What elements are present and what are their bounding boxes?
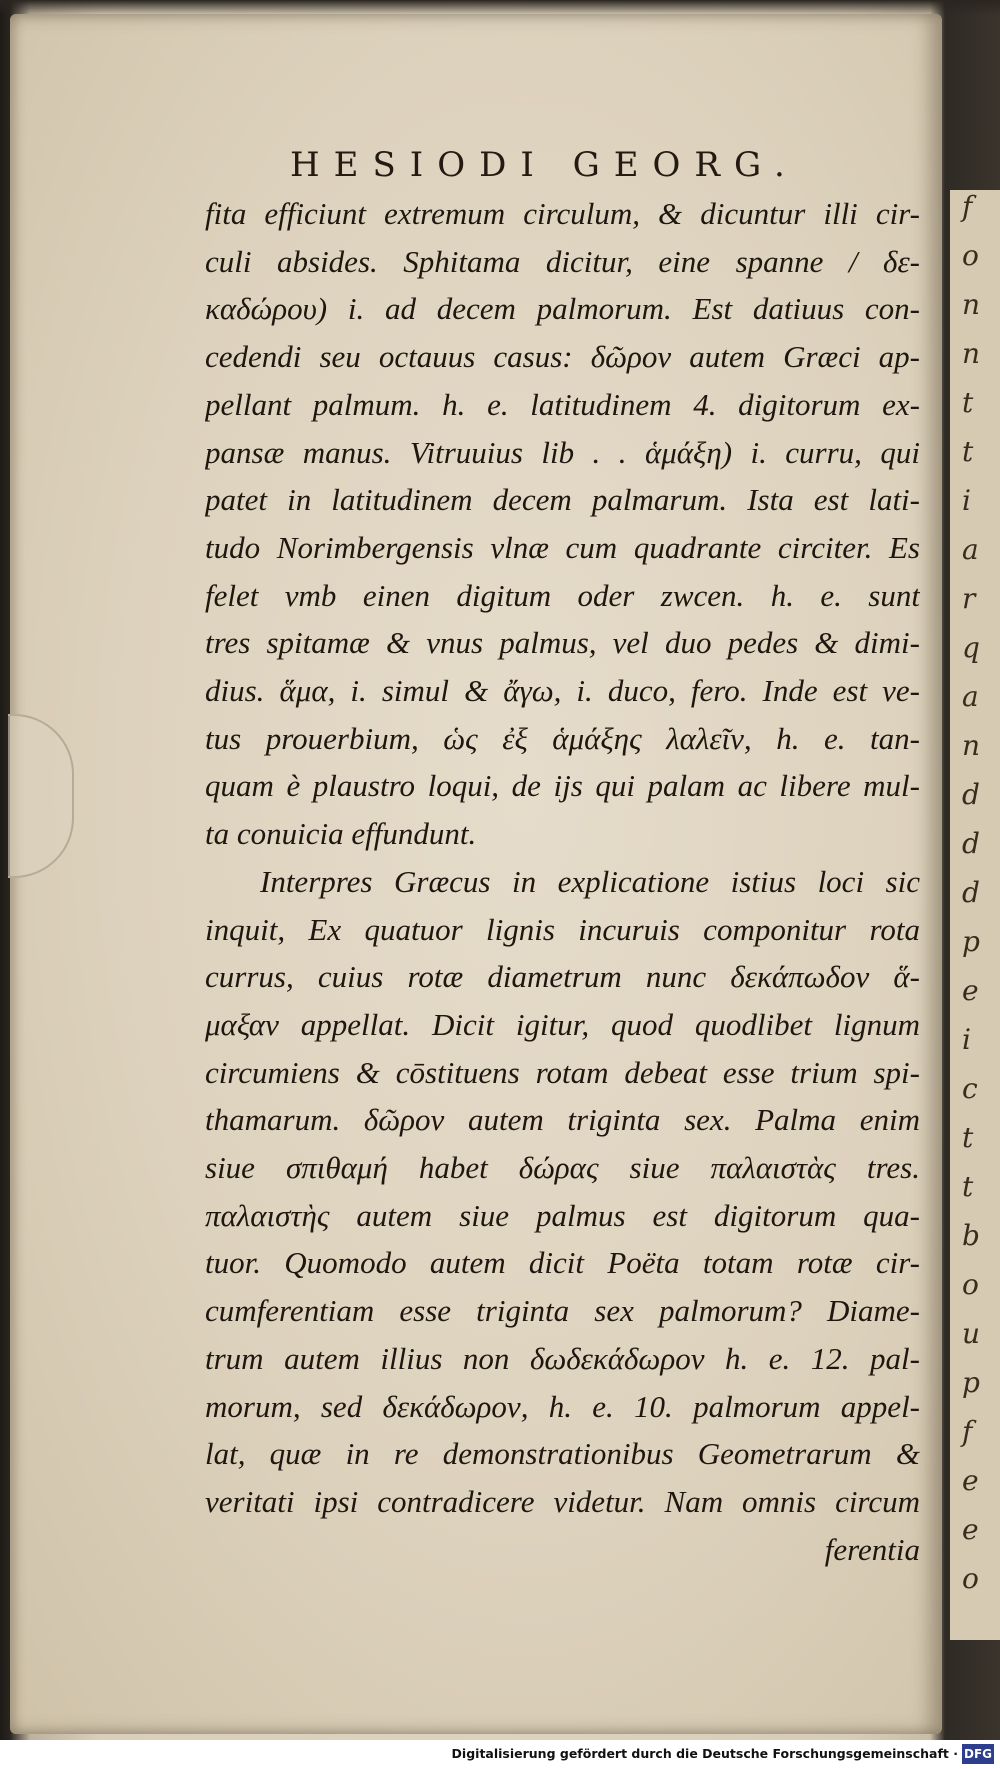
footer-bar: [0, 1740, 1000, 1769]
next-page-fragment: u: [962, 1317, 981, 1350]
text-line: παλαιστὴς autem siue palmus est digitorum qua-: [205, 1197, 920, 1233]
next-page-fragment: e: [962, 1464, 979, 1497]
next-page-fragment: i: [962, 1023, 971, 1056]
next-page-fragment: d: [962, 778, 980, 811]
text-line: lat, quæ in re demonstrationibus Geometrarum &: [205, 1436, 920, 1472]
next-page-fragment: n: [962, 288, 981, 321]
next-page-fragment: t: [962, 435, 974, 468]
next-page-edge: [950, 190, 1000, 1640]
text-line: siue σπιθαμή habet δώρας siue παλαιστὰς tres.: [205, 1150, 920, 1186]
next-page-fragment: a: [962, 533, 979, 566]
page-tab-marker: [8, 714, 74, 878]
dfg-logo: DFG: [962, 1744, 994, 1764]
text-line: καδώρου) i. ad decem palmorum. Est datiuus con-: [205, 291, 920, 327]
page-body-text: [205, 190, 920, 1573]
next-page-fragment: a: [962, 680, 979, 713]
text-line: morum, sed δεκάδωρον, h. e. 10. palmorum appel-: [205, 1388, 920, 1424]
next-page-fragment: q: [962, 631, 980, 664]
text-line: currus, cuius rotæ diametrum nunc δεκάπωδον ἅ-: [205, 959, 920, 995]
footer-credit: Digitalisierung gefördert durch die Deutsche Forschungsgemeinschaft ·: [451, 1746, 958, 1761]
next-page-fragment: p: [962, 1366, 980, 1399]
next-page-fragment: e: [962, 1513, 979, 1546]
next-page-fragment: d: [962, 876, 980, 909]
next-page-fragment: d: [962, 827, 980, 860]
text-line: cumferentiam esse triginta sex palmorum? Diame-: [205, 1293, 920, 1329]
next-page-fragment: c: [962, 1072, 978, 1105]
next-page-fragment: o: [962, 1268, 979, 1301]
text-line: tres spitamæ & vnus palmus, vel duo pedes & dimi-: [205, 625, 920, 661]
text-line: tuor. Quomodo autem dicit Poëta totam rotæ cir-: [205, 1245, 920, 1281]
text-line: patet in latitudinem decem palmarum. Ista est lati-: [205, 482, 920, 518]
next-page-fragment: o: [962, 239, 979, 272]
next-page-fragment: p: [962, 925, 980, 958]
text-line: culi absides. Sphitama dicitur, eine spanne / δε-: [205, 243, 920, 279]
text-line: tudo Norimbergensis vlnæ cum quadrante circiter. Es: [205, 529, 920, 565]
text-line: pansæ manus. Vitruuius lib . . ἁμάξη) i. curru, qui: [205, 434, 920, 470]
next-page-fragment: f: [962, 1415, 973, 1448]
text-line: cedendi seu octauus casus: δῶρον autem Græci ap-: [205, 339, 920, 375]
text-line: Interpres Græcus in explicatione istius loci sic: [260, 863, 920, 899]
text-line: veritati ipsi contradicere videtur. Nam omnis circum: [205, 1483, 920, 1519]
running-head: HESIODI GEORG.: [290, 145, 799, 185]
text-line: dius. ἅμα, i. simul & ἄγω, i. duco, fero. Inde est ve-: [205, 673, 920, 709]
next-page-fragment: i: [962, 484, 971, 517]
text-line: inquit, Ex quatuor lignis incuruis componitur rota: [205, 911, 920, 947]
next-page-fragment: f: [962, 190, 973, 223]
text-line: tus prouerbium, ὡς ἐξ ἁμάξης λαλεῖν, h. e. tan-: [205, 720, 920, 756]
next-page-fragment: t: [962, 386, 974, 419]
next-page-fragment: n: [962, 729, 981, 762]
text-line: felet vmb einen digitum oder zwcen. h. e. sunt: [205, 577, 920, 613]
text-line: trum autem illius non δωδεκάδωρον h. e. 12. pal-: [205, 1340, 920, 1376]
next-page-fragment: n: [962, 337, 981, 370]
text-line: ferentia: [824, 1531, 920, 1567]
text-line: thamarum. δῶρον autem triginta sex. Palma enim: [205, 1102, 920, 1138]
text-line: pellant palmum. h. e. latitudinem 4. digitorum ex-: [205, 386, 920, 422]
next-page-fragment: t: [962, 1121, 974, 1154]
text-line: μαξαν appellat. Dicit igitur, quod quodlibet lignum: [205, 1006, 920, 1042]
next-page-fragment: e: [962, 974, 979, 1007]
text-line: fita efficiunt extremum circulum, & dicuntur illi cir-: [205, 196, 920, 231]
next-page-fragment: b: [962, 1219, 980, 1252]
text-line: ta conuicia effundunt.: [205, 816, 477, 852]
next-page-fragment: r: [962, 582, 976, 615]
next-page-fragment: t: [962, 1170, 974, 1203]
text-line: circumiens & cōstituens rotam debeat esse trium spi-: [205, 1054, 920, 1090]
text-line: quam è plaustro loqui, de ijs qui palam ac libere mul-: [205, 768, 920, 804]
next-page-fragment: o: [962, 1562, 979, 1595]
